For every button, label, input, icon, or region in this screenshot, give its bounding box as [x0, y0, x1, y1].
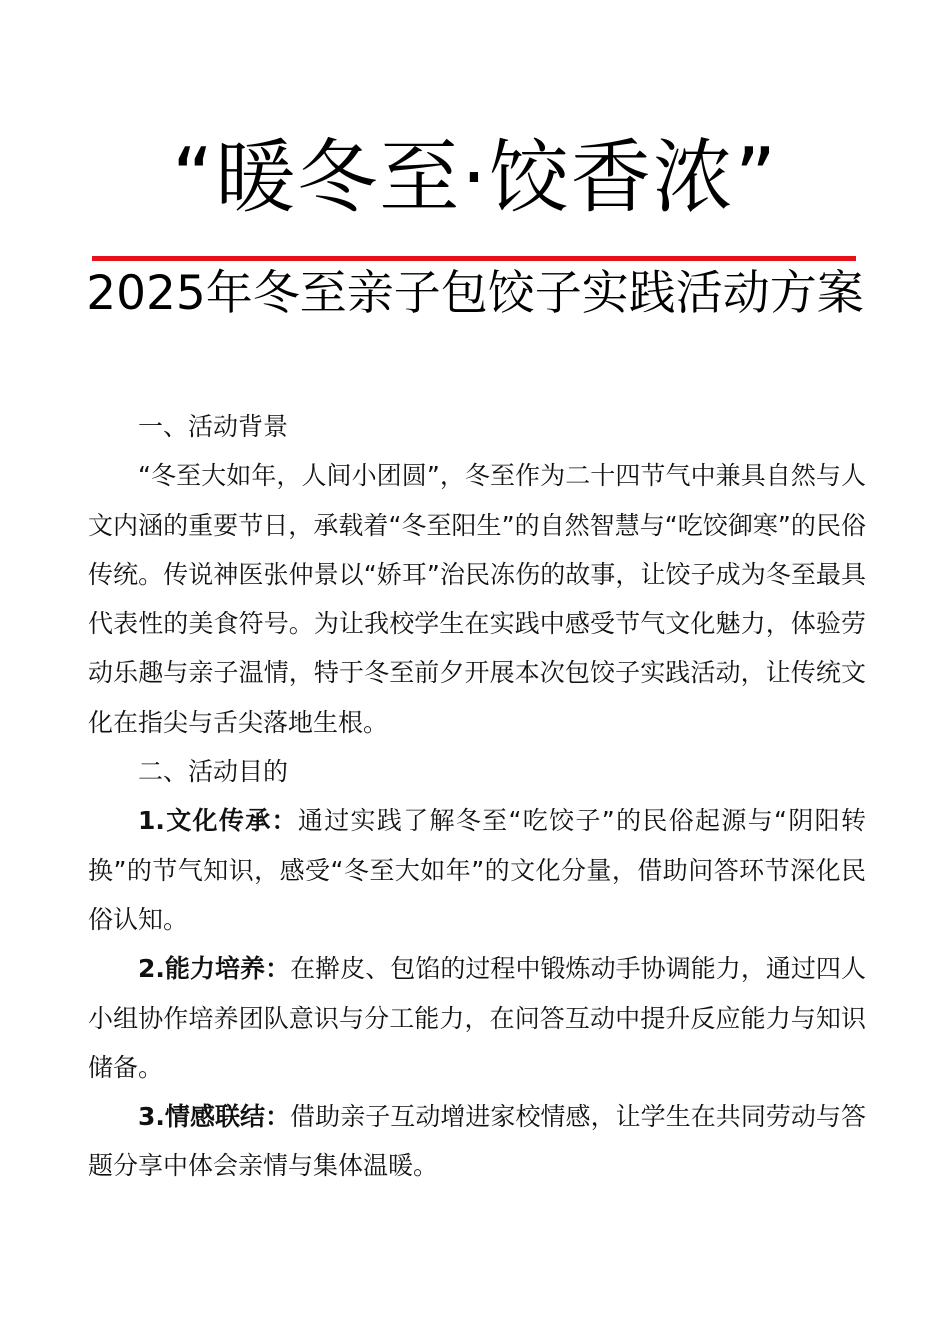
document-title: “暖冬至·饺香浓”	[171, 131, 779, 224]
goal-item	[88, 796, 866, 944]
section-heading: 一、活动背景	[138, 412, 289, 441]
section-heading: 二、活动目的	[138, 757, 289, 787]
goal-item-lead: 1.文化传承：	[138, 806, 298, 836]
goal-item-text: 通过实践了解冬至“吃饺子”的民俗起源与“阴阳转换”的节气知识，感受“冬至大如年”的文化分量，借助问答环节深化民俗认知。	[88, 806, 866, 934]
goal-item-text: 借助亲子互动增进家校情感，让学生在共同劳动与答题分享中体会亲情与集体温暖。	[88, 1102, 866, 1181]
title-divider	[92, 256, 856, 261]
document-subtitle: 2025年冬至亲子包饺子实践活动方案	[86, 266, 864, 321]
goal-item-lead: 2.能力培养：	[138, 954, 291, 984]
document-body	[88, 402, 866, 1191]
body-paragraph: “冬至大如年，人间小团圆”，冬至作为二十四节气中兼具自然与人文内涵的重要节日，承载着“冬至阳生”的自然智慧与“吃饺御寒”的民俗传统。传说神医张仲景以“娇耳”治民冻伤的故事，让饺子成为冬至最具代表性的美食符号。为让我校学生在实践中感受节气文化魅力，体验劳动乐趣与亲子温情，特于冬至前夕开展本次包饺子实践活动，让传统文化在指尖与舌尖落地生根。	[88, 461, 866, 737]
goal-item-lead: 3.情感联结：	[138, 1102, 291, 1132]
goal-item	[88, 944, 866, 1092]
goal-item	[88, 1092, 866, 1191]
goal-item-text: 在擀皮、包馅的过程中锻炼动手协调能力，通过四人小组协作培养团队意识与分工能力，在问答互动中提升反应能力与知识储备。	[88, 954, 866, 1082]
